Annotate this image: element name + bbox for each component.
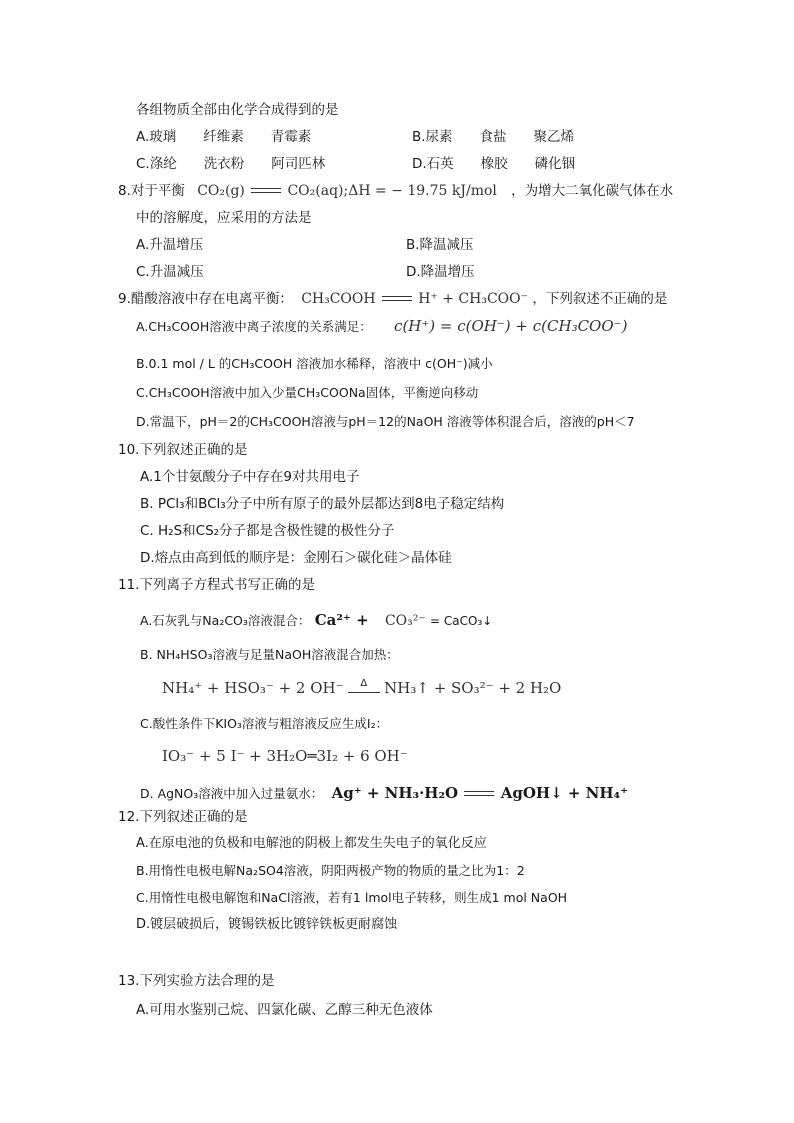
q13-stem: 13.下列实验方法合理的是 <box>118 973 275 989</box>
q9-option-a <box>136 317 627 336</box>
q11-option-a-eq-part1: Ca²⁺ + <box>314 611 369 629</box>
q8-stem-pre: 8.对于平衡 <box>118 183 185 199</box>
q9-option-d: D.常温下，pH＝2的CH₃COOH溶液与pH＝12的NaOH 溶液等体积混合后，溶液的pH＜7 <box>136 414 635 429</box>
q9-equation-right: H⁺ + CH₃COO⁻ <box>418 291 529 307</box>
q8-option-c: C.升温减压 <box>136 264 204 280</box>
q11-option-c: C.酸性条件下KIO₃溶液与粗溶液反应生成I₂： <box>140 716 389 731</box>
q8-option-b: B.降温减压 <box>406 237 474 253</box>
q11-d-eq-left: Ag⁺ + NH₃·H₂O <box>331 784 459 802</box>
q9-stem-pre: 9.醋酸溶液中存在电离平衡： <box>118 291 293 307</box>
q10-option-c: C. H₂S和CS₂分子都是含极性键的极性分子 <box>140 523 395 539</box>
q9-stem <box>118 290 667 308</box>
q8-stem-line2: 中的溶解度，应采用的方法是 <box>136 210 312 226</box>
q8-stem-post: ，为增大二氧化碳气体在水 <box>511 183 674 199</box>
q11-b-eq-right: NH₃↑ + SO₃²⁻ + 2 H₂O <box>384 679 562 697</box>
q8-equation-right: CO₂(aq);ΔH = − 19.75 kJ/mol <box>287 183 497 199</box>
q10-option-b: B. PCl₃和BCl₃分子中所有原子的最外层都达到8电子稳定结构 <box>140 496 505 512</box>
q7-option-d: D.石英 橡胶 磷化铟 <box>412 156 576 172</box>
equals-arrow-icon <box>462 789 496 799</box>
q8-option-d: D.降温增压 <box>406 264 475 280</box>
delta-label: Δ <box>360 678 368 689</box>
q9-option-b: B.0.1 mol / L 的CH₃COOH 溶液加水稀释，溶液中 c(OH⁻)减小 <box>136 356 493 371</box>
q11-option-d <box>140 784 628 803</box>
q11-option-a-eq-part3: = CaCO₃↓ <box>430 614 493 628</box>
q8-option-a: A.升温增压 <box>136 237 204 253</box>
q9-option-c: C.CH₃COOH溶液中加入少量CH₃COONa固体，平衡逆向移动 <box>136 385 479 400</box>
q7-option-c: C.涤纶 洗衣粉 阿司匹林 <box>136 156 326 172</box>
q10-option-a: A.1个甘氨酸分子中存在9对共用电子 <box>140 469 360 485</box>
q7-stem-cont: 各组物质全部由化学合成得到的是 <box>136 102 339 118</box>
q9-equation-left: CH₃COOH <box>301 291 376 307</box>
q11-option-a-text: A.石灰乳与Na₂CO₃溶液混合： <box>140 613 311 628</box>
q11-b-eq-left: NH₄⁺ + HSO₃⁻ + 2 OH⁻ <box>162 679 344 697</box>
q11-option-a <box>140 611 492 630</box>
q13-option-a: A.可用水鉴别己烷、四氯化碳、乙醇三种无色液体 <box>136 1002 433 1018</box>
q11-stem: 11.下列离子方程式书写正确的是 <box>118 577 315 593</box>
q7-option-a: A.玻璃 纤维素 青霉素 <box>136 129 312 145</box>
equilibrium-arrow-icon <box>249 186 283 196</box>
q11-option-a-eq-part2: CO₃²⁻ <box>384 613 426 629</box>
q12-option-a: A.在原电池的负极和电解池的阴极上都发生失电子的氧化反应 <box>136 836 487 851</box>
q7-option-b: B.尿素 食盐 聚乙烯 <box>412 129 575 145</box>
q12-option-d: D.镀层破损后，镀锡铁板比镀锌铁板更耐腐蚀 <box>136 917 398 932</box>
q11-option-b: B. NH₄HSO₃溶液与足量NaOH溶液混合加热： <box>140 647 399 662</box>
q11-option-b-equation <box>162 679 561 698</box>
q9-option-a-equation: c(H⁺) = c(OH⁻) + c(CH₃COO⁻) <box>394 317 628 335</box>
q9-option-a-text: A.CH₃COOH溶液中离子浓度的关系满足： <box>136 319 372 334</box>
q10-option-d: D.熔点由高到低的顺序是：金刚石＞碳化硅＞晶体硅 <box>140 550 452 566</box>
q10-stem: 10.下列叙述正确的是 <box>118 442 248 458</box>
q9-stem-post: ，下列叙述不正确的是 <box>532 291 668 307</box>
q11-option-c-equation <box>162 747 408 766</box>
equilibrium-arrow-icon <box>380 294 414 304</box>
q8-equation-left: CO₂(g) <box>197 183 245 199</box>
q8-stem <box>118 182 673 200</box>
q12-stem: 12.下列叙述正确的是 <box>118 809 248 825</box>
q11-d-eq-right: AgOH↓ + NH₄⁺ <box>500 784 629 802</box>
q12-option-b: B.用惰性电极电解Na₂SO4溶液，阴阳两极产物的物质的量之比为1：2 <box>136 863 525 878</box>
q11-c-eq: IO₃⁻ + 5 I⁻ + 3H₂O═3I₂ + 6 OH⁻ <box>162 747 408 765</box>
heat-arrow-icon <box>348 678 380 693</box>
q11-option-d-text: D. AgNO₃溶液中加入过量氨水： <box>140 786 324 801</box>
q12-option-c: C.用惰性电极电解饱和NaCl溶液，若有1 lmol电子转移，则生成1 mol NaOH <box>136 890 568 905</box>
